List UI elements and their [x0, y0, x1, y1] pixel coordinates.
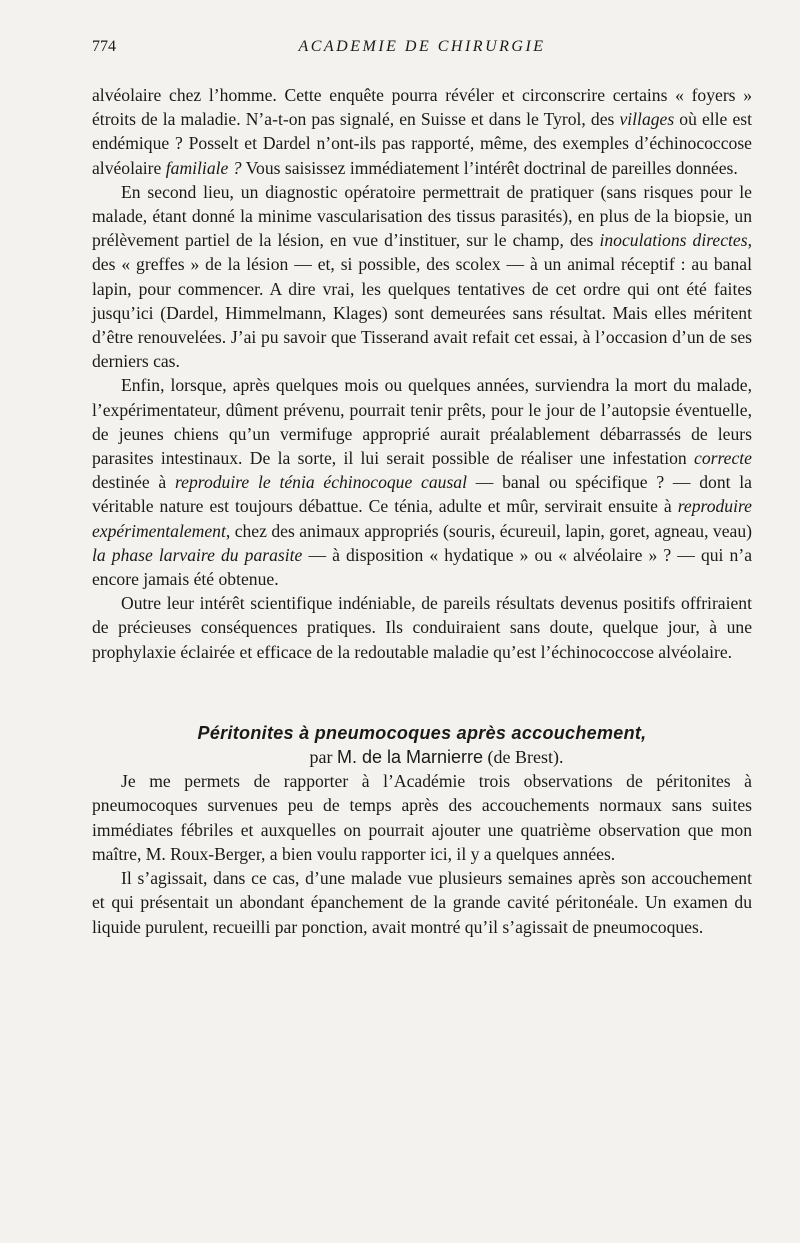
emphasis-text: villages	[619, 109, 675, 130]
continued-article	[92, 83, 752, 664]
text-run: Enfin, lorsque, après quelques mois ou quelques années, surviendra la mort du malade, l’expérimentateur, dûment prévenu, pourrait tenir prêts, pour le jour de l’autopsie éventuelle, de jeunes chiens qu’un vermifuge approprié aurait préalablement débarrassés de leurs parasites intestinaux. De la sorte, il lui serait possible de réaliser une infestation	[92, 375, 752, 469]
paragraph	[92, 83, 752, 180]
text-run: En second lieu, un diagnostic opératoire permettrait de pratiquer (sans risques pour le malade, étant donné la minime vascularisation des tissus parasités), en plus de la biopsie, un prélèvement partiel de la lésion, en vue d’instituer, sur le champ, des	[92, 181, 752, 251]
byline	[92, 745, 752, 769]
emphasis-text: familiale ?	[165, 157, 242, 178]
paragraph	[92, 769, 752, 866]
paragraph	[92, 373, 752, 591]
emphasis-text: reproduire le ténia échinocoque causal	[174, 472, 467, 493]
text-run: Je me permets de rapporter à l’Académie trois observations de péritonites à pneumocoques survenues peu de temps après des accouchements normaux sans suites immédiates fébriles et auxquelles on pourrait ajouter une quatrième observation que mon maître, M. Roux-Berger, a bien voulu rapporter ici, il y a quelques années.	[92, 771, 752, 864]
paragraph	[92, 180, 752, 374]
author-name: M. de la Marnierre	[336, 747, 484, 768]
body-text	[92, 83, 752, 939]
text-run: — banal ou spécifique ? — dont la véritable nature est toujours débattue. Ce ténia, adulte et mûr, servirait ensuite à	[92, 472, 752, 517]
article-title: Péritonites à pneumocoques après accouchement,	[197, 722, 647, 743]
paragraph	[92, 866, 752, 939]
text-run: , des « greffes » de la lésion — et, si possible, des scolex — à un animal réceptif : au banal lapin, pour commencer. A dire vrai, les quelques tentatives de cet ordre qui ont été faites jusqu’ici (Dardel, Himmelmann, Klages) sont demeurées sans résultat. Mais elles méritent d’être renouvelées. J’ai pu savoir que Tisserand avait refait cet essai, à l’occasion d’un de ses derniers cas.	[92, 230, 752, 372]
emphasis-text: correcte	[694, 448, 752, 469]
text-run: Vous saisissez immédiatement l’intérêt doctrinal de pareilles données.	[241, 157, 738, 178]
running-title: ACADEMIE DE CHIRURGIE	[298, 38, 546, 55]
new-article	[92, 769, 752, 938]
emphasis-text: la phase larvaire du parasite	[92, 544, 303, 565]
paragraph	[92, 591, 752, 664]
text-run: alvéolaire chez l’homme. Cette enquête pourra révéler et circonscrire certains « foyers » étroits de la maladie. N’a-t-on pas signalé, en Suisse et dans le Tyrol, des	[92, 85, 752, 130]
emphasis-text: inoculations directes	[599, 230, 748, 251]
text-run: où elle est endémique ? Posselt et Dardel n’ont-ils pas rapporté, même, des exemples d’échinococcose alvéolaire	[92, 109, 752, 178]
emphasis-text: reproduire expérimentalement	[92, 496, 752, 541]
page-header	[92, 38, 752, 62]
byline-prefix: par	[309, 747, 337, 768]
text-run: Il s’agissait, dans ce cas, d’une malade vue plusieurs semaines après son accouchement et qui présentait un abondant épanchement de la grande cavité péritonéale. Un examen du liquide purulent, recueilli par ponction, avait montré qu’il s’agissait de pneumocoques.	[92, 868, 752, 937]
page-number: 774	[92, 38, 116, 55]
text-run: , chez des animaux appropriés (souris, écureuil, lapin, goret, agneau, veau)	[225, 520, 752, 541]
text-run: destinée à	[92, 472, 175, 493]
text-run: — à disposition « hydatique » ou « alvéolaire » ? — qui n’a encore jamais été obtenue.	[92, 544, 752, 590]
text-run: Outre leur intérêt scientifique indéniable, de pareils résultats devenus positifs offriraient de précieuses conséquences pratiques. Ils conduiraient sans doute, quelque jour, à une prophylaxie éclairée et efficace de la redoutable maladie qu’est l’échinococcose alvéolaire.	[92, 593, 752, 662]
byline-suffix: (de Brest).	[483, 747, 564, 768]
